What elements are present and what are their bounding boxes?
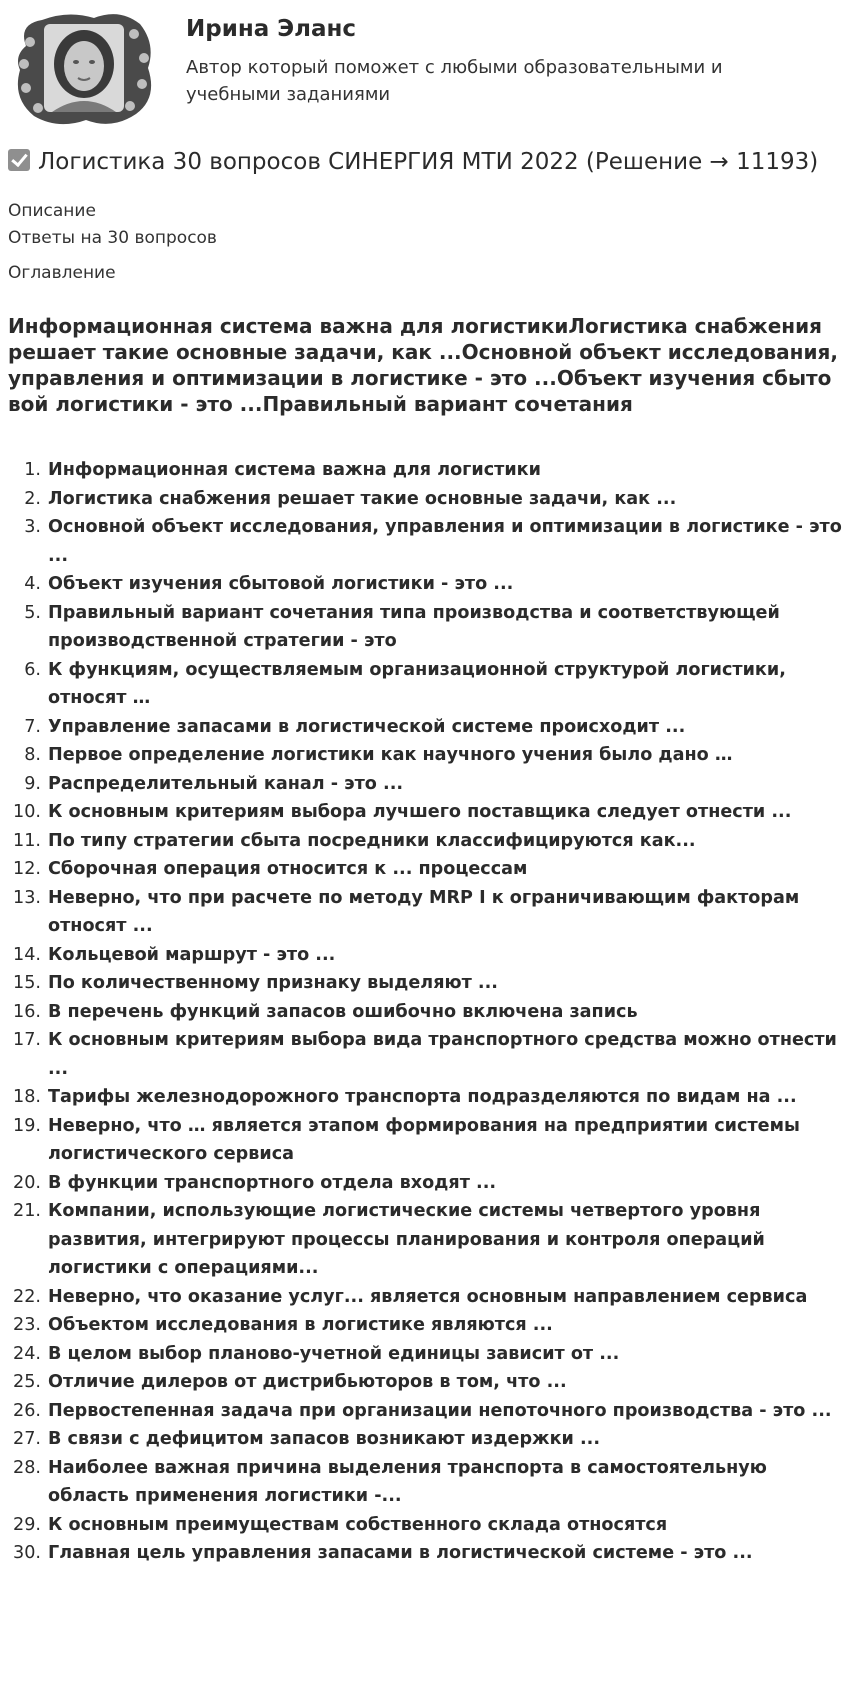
question-number: 18. xyxy=(13,1087,41,1107)
question-text: Тарифы железнодорожного транспорта подразделяются по видам на ... xyxy=(48,1087,797,1107)
question-text: Первостепенная задача при организации непоточного производства - это ... xyxy=(48,1400,832,1421)
question-text: К функциям, осуществляемым организационной структурой логистики, относят … xyxy=(48,659,786,708)
question-number: 13. xyxy=(13,887,41,908)
question-text: Правильный вариант сочетания типа производства и соответствующей производственной стратегии - это xyxy=(48,602,780,651)
question-number: 4. xyxy=(24,574,41,594)
question-item xyxy=(0,713,847,742)
question-number: 9. xyxy=(24,773,41,794)
question-item xyxy=(0,656,847,713)
question-item xyxy=(0,1311,847,1340)
page-title-text: Логистика 30 вопросов СИНЕРГИЯ МТИ 2022 (Решение → 11193) xyxy=(38,149,819,175)
question-number: 10. xyxy=(13,802,41,822)
question-number: 5. xyxy=(24,602,41,623)
question-number: 3. xyxy=(24,517,41,537)
description-text: Ответы на 30 вопросов xyxy=(8,228,217,248)
question-text: Неверно, что … является этапом формирования на предприятии системы логистического сервиса xyxy=(48,1115,800,1164)
question-text: Кольцевой маршрут - это ... xyxy=(48,944,336,965)
question-text: Первое определение логистики как научного учения было дано … xyxy=(48,745,733,765)
page-title xyxy=(8,148,828,176)
question-item xyxy=(0,798,847,827)
question-item xyxy=(0,1511,847,1540)
question-item xyxy=(0,969,847,998)
question-item xyxy=(0,1169,847,1198)
question-text: По количественному признаку выделяют ... xyxy=(48,973,498,993)
question-item xyxy=(0,513,847,570)
question-item xyxy=(0,1454,847,1511)
question-number: 12. xyxy=(13,859,41,879)
question-text: Главная цель управления запасами в логистической системе - это ... xyxy=(48,1543,753,1563)
question-text: Неверно, что оказание услуг... является основным направлением сервиса xyxy=(48,1286,808,1307)
question-item xyxy=(0,570,847,599)
question-item xyxy=(0,941,847,970)
question-text: Неверно, что при расчете по методу MRP I к ограничивающим факторам относят ... xyxy=(48,887,800,936)
question-item xyxy=(0,998,847,1027)
question-item xyxy=(0,855,847,884)
question-number: 27. xyxy=(13,1429,41,1449)
question-number: 23. xyxy=(13,1315,41,1335)
description-label: Описание xyxy=(8,201,96,221)
question-text: Объект изучения сбытовой логистики - это ... xyxy=(48,574,514,594)
question-item xyxy=(0,1283,847,1312)
question-item xyxy=(0,1368,847,1397)
question-number: 14. xyxy=(13,944,41,965)
question-item xyxy=(0,884,847,941)
question-number: 21. xyxy=(13,1201,41,1221)
question-item xyxy=(0,1425,847,1454)
question-text: В перечень функций запасов ошибочно включена запись xyxy=(48,1001,638,1022)
question-item xyxy=(0,770,847,799)
question-item xyxy=(0,827,847,856)
question-number: 29. xyxy=(13,1514,41,1535)
question-text: По типу стратегии сбыта посредники классифицируются как... xyxy=(48,830,696,851)
question-item xyxy=(0,1197,847,1283)
author-name[interactable]: Ирина Эланс xyxy=(186,16,357,42)
question-text: В функции транспортного отдела входят ... xyxy=(48,1172,497,1193)
question-number: 6. xyxy=(24,659,41,680)
question-number: 30. xyxy=(13,1543,41,1563)
question-text: Информационная система важна для логистики xyxy=(48,460,541,480)
question-text: К основным критериям выбора лучшего поставщика следует отнести ... xyxy=(48,802,792,822)
question-item xyxy=(0,456,847,485)
question-text: Управление запасами в логистической системе происходит ... xyxy=(48,716,686,737)
question-item xyxy=(0,1083,847,1112)
question-item xyxy=(0,485,847,514)
question-number: 16. xyxy=(13,1001,41,1022)
question-number: 22. xyxy=(13,1286,41,1307)
check-mark-icon xyxy=(8,149,30,171)
question-number: 26. xyxy=(13,1400,41,1421)
question-number: 19. xyxy=(13,1115,41,1136)
question-text: В связи с дефицитом запасов возникают издержки ... xyxy=(48,1429,601,1449)
question-text: Основной объект исследования, управления и оптимизации в логистике - это ... xyxy=(48,517,842,566)
question-text: Логистика снабжения решает такие основные задачи, как ... xyxy=(48,488,677,509)
question-item xyxy=(0,1397,847,1426)
question-number: 15. xyxy=(13,973,41,993)
question-item xyxy=(0,741,847,770)
question-item xyxy=(0,599,847,656)
question-item xyxy=(0,1539,847,1568)
question-number: 20. xyxy=(13,1172,41,1193)
question-text: К основным критериям выбора вида транспортного средства можно отнести ... xyxy=(48,1030,837,1079)
question-text: Распределительный канал - это ... xyxy=(48,773,404,794)
author-avatar[interactable] xyxy=(8,6,158,130)
toc-label: Оглавление xyxy=(8,263,116,283)
question-number: 17. xyxy=(13,1030,41,1050)
author-bio: Автор который поможет с любыми образовательными и учебными заданиями xyxy=(186,57,723,105)
question-item xyxy=(0,1340,847,1369)
question-number: 8. xyxy=(24,745,41,765)
question-number: 25. xyxy=(13,1372,41,1392)
question-text: К основным преимуществам собственного склада относятся xyxy=(48,1514,668,1535)
question-number: 2. xyxy=(24,488,41,509)
question-text: В целом выбор планово-учетной единицы зависит от ... xyxy=(48,1343,620,1364)
question-text: Компании, использующие логистические системы четвертого уровня развития, интегрируют процессы планирования и контроля операций логистики с операциями... xyxy=(48,1201,765,1278)
questions-list xyxy=(0,456,847,1568)
author-card xyxy=(8,6,838,130)
question-number: 1. xyxy=(24,460,41,480)
question-text: Наиболее важная причина выделения транспорта в самостоятельную область применения логистики -... xyxy=(48,1457,767,1506)
question-item xyxy=(0,1026,847,1083)
question-item xyxy=(0,1112,847,1169)
question-number: 11. xyxy=(13,830,41,851)
question-text: Объектом исследования в логистике являются ... xyxy=(48,1315,553,1335)
question-number: 24. xyxy=(13,1343,41,1364)
question-text: Сборочная операция относится к ... процессам xyxy=(48,859,528,879)
question-text: Отличие дилеров от дистрибьюторов в том, что ... xyxy=(48,1372,567,1392)
toc-heading: Информационная система важна для логистикиЛогистика снабжения решает такие основные задачи, как ...Основной объект исследования, управления и оптимизации в логистике - это ...Объект изучения сбытовой логистики - это ...Правильный вариант сочетания xyxy=(8,314,838,416)
question-number: 7. xyxy=(24,716,41,737)
question-number: 28. xyxy=(13,1457,41,1478)
